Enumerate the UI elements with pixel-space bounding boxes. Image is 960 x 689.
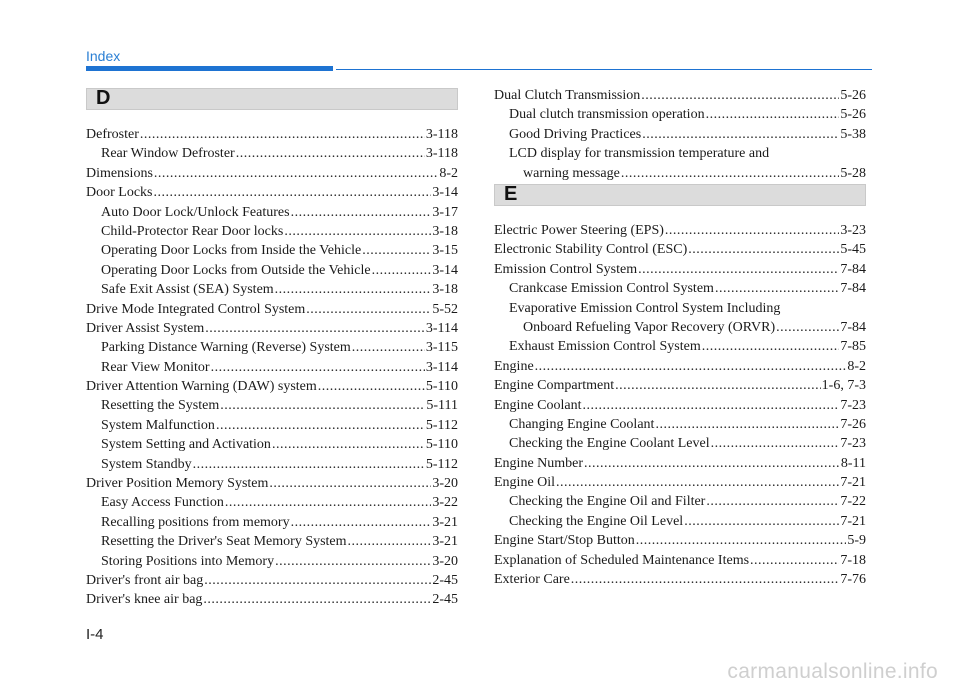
index-entry bbox=[494, 357, 866, 376]
dot-leader bbox=[140, 125, 425, 144]
entry-page: 3-118 bbox=[425, 127, 458, 142]
entry-page: 8-2 bbox=[439, 165, 458, 181]
dot-leader bbox=[556, 473, 839, 492]
dot-leader bbox=[750, 551, 839, 570]
index-entry bbox=[494, 473, 866, 492]
dot-leader bbox=[706, 105, 840, 124]
dot-leader bbox=[269, 474, 431, 493]
entry-text: Drive Mode Integrated Control System bbox=[86, 301, 306, 317]
dot-leader bbox=[291, 203, 432, 222]
index-entry bbox=[86, 183, 458, 202]
index-entry bbox=[494, 337, 866, 356]
index-header-title: Index bbox=[86, 48, 121, 64]
entry-text: Onboard Refueling Vapor Recovery (ORVR) bbox=[523, 319, 776, 335]
index-entry bbox=[86, 319, 458, 338]
index-entry bbox=[86, 280, 458, 299]
section-letter-e: E bbox=[504, 183, 518, 205]
entry-text: Driver Attention Warning (DAW) system bbox=[86, 379, 317, 395]
page-number: I-4 bbox=[86, 626, 104, 643]
entry-text: Driver's knee air bag bbox=[86, 592, 203, 608]
dot-leader bbox=[275, 280, 432, 299]
entry-page: 3-20 bbox=[432, 476, 458, 492]
index-entries-e bbox=[494, 221, 866, 589]
entry-text: Driver Position Memory System bbox=[86, 476, 269, 492]
section-bar-d bbox=[86, 88, 458, 110]
index-entry bbox=[86, 590, 458, 609]
dot-leader bbox=[665, 221, 839, 240]
index-entry bbox=[494, 512, 866, 531]
index-entry bbox=[86, 416, 458, 435]
index-entry bbox=[86, 241, 458, 260]
entry-text: Door Locks bbox=[86, 185, 153, 201]
dot-leader bbox=[205, 319, 425, 338]
dot-leader bbox=[306, 300, 431, 319]
entry-page: 5-112 bbox=[425, 417, 458, 433]
entry-page: 5-26 bbox=[840, 107, 866, 123]
entry-text: LCD display for transmission temperature and bbox=[509, 146, 770, 162]
entry-text: System Setting and Activation bbox=[101, 437, 271, 453]
entry-text: Electronic Stability Control (ESC) bbox=[494, 242, 688, 258]
dot-leader bbox=[291, 513, 432, 532]
index-entry bbox=[494, 492, 866, 511]
entry-page: 2-45 bbox=[432, 592, 458, 608]
entry-text: Easy Access Function bbox=[101, 495, 224, 511]
entry-text: Changing Engine Coolant bbox=[509, 416, 655, 432]
entry-page: 3-118 bbox=[425, 146, 458, 162]
entry-text: Exhaust Emission Control System bbox=[509, 339, 701, 355]
dot-leader bbox=[318, 377, 425, 396]
entry-page: 3-114 bbox=[425, 320, 458, 336]
entry-text: Rear View Monitor bbox=[101, 359, 210, 375]
index-entry bbox=[494, 551, 866, 570]
index-entry bbox=[494, 299, 866, 318]
entry-page: 3-21 bbox=[432, 534, 458, 550]
entry-page: 7-23 bbox=[840, 436, 866, 452]
dot-leader bbox=[204, 571, 431, 590]
dot-leader bbox=[655, 415, 839, 434]
index-entry bbox=[86, 493, 458, 512]
entry-text: Exterior Care bbox=[494, 572, 570, 588]
index-entry bbox=[86, 396, 458, 415]
entry-text: Checking the Engine Coolant Level bbox=[509, 436, 710, 452]
entry-page: 7-22 bbox=[840, 494, 866, 510]
dot-leader bbox=[220, 396, 425, 415]
dot-leader bbox=[688, 240, 839, 259]
dot-leader bbox=[272, 435, 425, 454]
index-entry bbox=[86, 552, 458, 571]
entry-text: Explanation of Scheduled Maintenance Items bbox=[494, 552, 750, 568]
index-entry bbox=[86, 300, 458, 319]
header-rule-thin bbox=[336, 69, 872, 70]
section-bar-e bbox=[494, 184, 866, 206]
entry-page: 3-114 bbox=[425, 359, 458, 375]
dot-leader bbox=[348, 532, 432, 551]
dot-leader bbox=[641, 86, 839, 105]
entry-page: 5-110 bbox=[425, 379, 458, 395]
index-entry bbox=[494, 415, 866, 434]
entry-page: 7-84 bbox=[840, 261, 866, 277]
entry-text: Operating Door Locks from Outside the Vehicle bbox=[101, 262, 371, 278]
index-entry bbox=[86, 513, 458, 532]
index-entry bbox=[86, 338, 458, 357]
entry-text: Engine bbox=[494, 358, 534, 374]
entry-text: Dual clutch transmission operation bbox=[509, 107, 705, 123]
index-entry bbox=[494, 164, 866, 183]
dot-leader bbox=[225, 493, 431, 512]
entry-page: 3-14 bbox=[432, 185, 458, 201]
entry-text: Child-Protector Rear Door locks bbox=[101, 223, 284, 239]
index-entry bbox=[494, 396, 866, 415]
entry-text: Operating Door Locks from Inside the Vehicle bbox=[101, 243, 362, 259]
entry-text: Engine Oil bbox=[494, 475, 556, 491]
entry-text: Dual Clutch Transmission bbox=[494, 88, 641, 103]
entry-text: Engine Start/Stop Button bbox=[494, 533, 635, 549]
entry-page: 3-115 bbox=[425, 340, 458, 356]
dot-leader bbox=[216, 416, 425, 435]
index-entry bbox=[86, 358, 458, 377]
section-letter-d: D bbox=[96, 87, 111, 109]
dot-leader bbox=[352, 338, 425, 357]
watermark: carmanualsonline.info bbox=[727, 660, 938, 683]
entry-text: Defroster bbox=[86, 127, 139, 142]
entry-text: Driver Assist System bbox=[86, 320, 205, 336]
entry-text: Checking the Engine Oil and Filter bbox=[509, 494, 706, 510]
index-entry bbox=[86, 474, 458, 493]
entry-text: Safe Exit Assist (SEA) System bbox=[101, 282, 274, 298]
entry-page: 7-84 bbox=[840, 281, 866, 297]
entry-page: 8-2 bbox=[847, 358, 866, 374]
index-entry bbox=[494, 125, 866, 144]
index-entry bbox=[494, 279, 866, 298]
index-entry bbox=[86, 261, 458, 280]
entry-text: warning message bbox=[523, 165, 620, 181]
dot-leader bbox=[372, 261, 432, 280]
entry-text: Checking the Engine Oil Level bbox=[509, 513, 684, 529]
entry-page: 5-112 bbox=[425, 456, 458, 472]
entry-page: 3-18 bbox=[432, 282, 458, 298]
entry-page: 3-22 bbox=[432, 495, 458, 511]
index-entry bbox=[494, 240, 866, 259]
entry-text: Emission Control System bbox=[494, 261, 638, 277]
entry-page: 5-9 bbox=[847, 533, 866, 549]
entry-page: 7-84 bbox=[840, 319, 866, 335]
entry-text: Auto Door Lock/Unlock Features bbox=[101, 204, 290, 220]
entry-page: 7-76 bbox=[840, 572, 866, 588]
dot-leader bbox=[615, 376, 821, 395]
dot-leader bbox=[702, 337, 840, 356]
index-entry bbox=[494, 318, 866, 337]
entry-text: Resetting the System bbox=[101, 398, 220, 414]
entry-text: Engine Compartment bbox=[494, 378, 615, 394]
entry-page: 7-18 bbox=[840, 552, 866, 568]
index-entries-d-continued bbox=[494, 86, 866, 183]
dot-leader bbox=[535, 357, 847, 376]
dot-leader bbox=[711, 434, 840, 453]
dot-leader bbox=[236, 144, 425, 163]
entry-text: Electric Power Steering (EPS) bbox=[494, 223, 664, 238]
dot-leader bbox=[642, 125, 839, 144]
entry-page: 8-11 bbox=[840, 455, 866, 471]
entry-text: System Standby bbox=[101, 456, 192, 472]
index-entry bbox=[86, 125, 458, 144]
entry-text: Recalling positions from memory bbox=[101, 514, 290, 530]
index-entry bbox=[494, 221, 866, 240]
index-entry bbox=[494, 260, 866, 279]
entry-page: 3-23 bbox=[840, 223, 866, 238]
entry-page: 3-15 bbox=[432, 243, 458, 259]
dot-leader bbox=[154, 183, 432, 202]
index-entry bbox=[494, 570, 866, 589]
index-entry bbox=[86, 222, 458, 241]
entry-page: 5-52 bbox=[432, 301, 458, 317]
dot-leader bbox=[284, 222, 431, 241]
entry-page: 7-21 bbox=[840, 513, 866, 529]
index-entry bbox=[86, 203, 458, 222]
index-entry bbox=[86, 164, 458, 183]
index-entry bbox=[86, 455, 458, 474]
dot-leader bbox=[715, 279, 839, 298]
entry-page: 5-26 bbox=[840, 88, 866, 103]
entry-page: 7-26 bbox=[840, 416, 866, 432]
index-entry bbox=[86, 571, 458, 590]
index-entry bbox=[494, 434, 866, 453]
index-entry bbox=[86, 532, 458, 551]
dot-leader bbox=[362, 241, 431, 260]
index-entry bbox=[494, 531, 866, 550]
entry-page: 3-20 bbox=[432, 553, 458, 569]
dot-leader bbox=[211, 358, 425, 377]
entry-page: 5-110 bbox=[425, 437, 458, 453]
entry-text: Engine Coolant bbox=[494, 397, 582, 413]
entry-page: 3-21 bbox=[432, 514, 458, 530]
entry-text: Evaporative Emission Control System Including bbox=[509, 300, 781, 316]
dot-leader bbox=[203, 590, 431, 609]
entry-page: 1-6, 7-3 bbox=[821, 378, 866, 394]
entry-page: 5-45 bbox=[840, 242, 866, 258]
index-entry bbox=[86, 435, 458, 454]
entry-page: 5-28 bbox=[840, 165, 866, 181]
entry-page: 3-14 bbox=[432, 262, 458, 278]
entry-text: Driver's front air bag bbox=[86, 572, 204, 588]
entry-page: 7-85 bbox=[840, 339, 866, 355]
dot-leader bbox=[776, 318, 839, 337]
entry-text: Storing Positions into Memory bbox=[101, 553, 275, 569]
dot-leader bbox=[583, 396, 840, 415]
dot-leader bbox=[706, 492, 839, 511]
entry-page: 7-21 bbox=[840, 475, 866, 491]
dot-leader bbox=[275, 552, 431, 571]
dot-leader bbox=[638, 260, 839, 279]
dot-leader bbox=[621, 164, 840, 183]
entry-text: Good Driving Practices bbox=[509, 126, 642, 142]
index-entry bbox=[494, 86, 866, 105]
entry-page: 5-111 bbox=[426, 398, 458, 414]
index-entry bbox=[494, 144, 866, 163]
index-entry bbox=[494, 454, 866, 473]
index-entry bbox=[494, 105, 866, 124]
entry-text: Resetting the Driver's Seat Memory System bbox=[101, 534, 347, 550]
dot-leader bbox=[571, 570, 840, 589]
entry-text: Dimensions bbox=[86, 165, 153, 181]
index-entry bbox=[86, 377, 458, 396]
index-entries-d bbox=[86, 125, 458, 610]
index-entry bbox=[494, 376, 866, 395]
dot-leader bbox=[193, 455, 425, 474]
entry-page: 3-17 bbox=[432, 204, 458, 220]
entry-text: Engine Number bbox=[494, 455, 584, 471]
entry-text: Parking Distance Warning (Reverse) System bbox=[101, 340, 351, 356]
dot-leader bbox=[684, 512, 839, 531]
index-entry bbox=[86, 144, 458, 163]
entry-text: Crankcase Emission Control System bbox=[509, 281, 714, 297]
dot-leader bbox=[154, 164, 438, 183]
header-rule-thick bbox=[86, 66, 333, 71]
entry-text: Rear Window Defroster bbox=[101, 146, 235, 162]
entry-text: System Malfunction bbox=[101, 417, 215, 433]
entry-page: 2-45 bbox=[432, 572, 458, 588]
entry-page: 3-18 bbox=[432, 223, 458, 239]
dot-leader bbox=[584, 454, 840, 473]
dot-leader bbox=[636, 531, 847, 550]
entry-page: 5-38 bbox=[840, 126, 866, 142]
entry-page: 7-23 bbox=[840, 397, 866, 413]
